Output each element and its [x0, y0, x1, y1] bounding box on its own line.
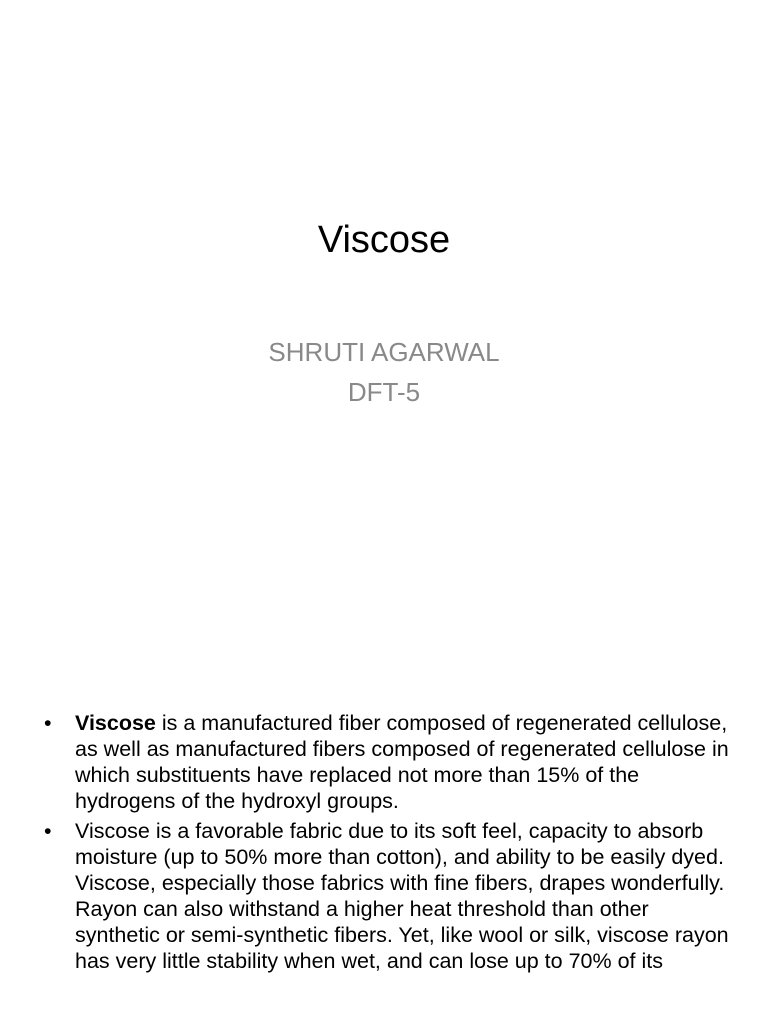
bullet-term: Viscose	[75, 711, 156, 735]
bullet-icon: •	[44, 819, 52, 843]
class-label: DFT-5	[347, 377, 421, 407]
slide-title: Viscose	[317, 219, 451, 261]
slide-subtitle	[0, 332, 768, 412]
bullet-text: is a manufactured fiber composed of regenerated cellulose, as well as manufactured fibers composed of regenerated cellulose in which substituents have replaced not more than 15% of the hydrogens of the hydroxyl groups.	[75, 711, 729, 813]
bullet-text: Viscose is a favorable fabric due to its soft feel, capacity to absorb moisture (up to 50% more than cotton), and ability to be easily dyed. Viscose, especially those fabrics with fine fibers, drapes wonderfully. Rayon can also withstand a higher heat threshold than other synthetic or semi-synthetic fibers. Yet, like wool or silk, viscose rayon has very little stability when wet, and can lose up to 70% of its	[75, 819, 729, 973]
bullet-icon: •	[44, 711, 52, 735]
bullet-item-definition	[40, 710, 732, 814]
bullet-list	[40, 710, 732, 978]
content-slide	[0, 690, 768, 1024]
bullet-item-properties	[40, 818, 732, 974]
author-name: SHRUTI AGARWAL	[268, 337, 500, 367]
